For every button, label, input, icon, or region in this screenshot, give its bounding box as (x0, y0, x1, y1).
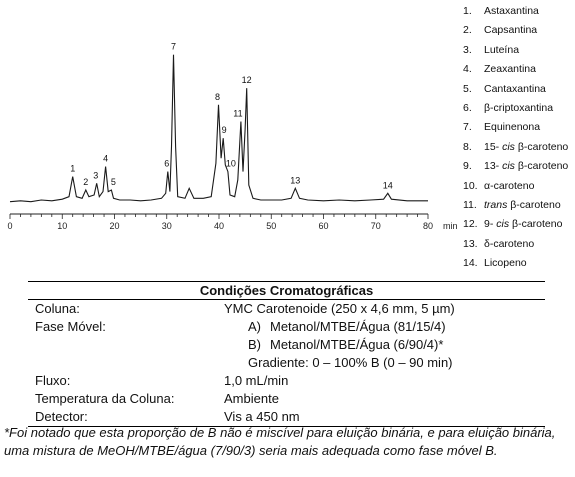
legend-item (463, 41, 568, 60)
legend-item (463, 177, 568, 196)
legend-number: 6. (463, 102, 472, 115)
legend-item (463, 80, 568, 99)
legend-number: 1. (463, 5, 472, 17)
legend-text: Equinenona (484, 121, 541, 134)
legend-text: α-caroteno (484, 179, 535, 192)
legend-text: 13- (484, 160, 503, 173)
legend-text: Zeaxantina (484, 63, 536, 76)
legend-item (463, 235, 568, 254)
coluna-label: Coluna: (35, 301, 80, 316)
legend-number: 5. (463, 82, 472, 95)
legend-text: 15- (484, 140, 503, 153)
legend-text: β-criptoxantina (484, 102, 554, 115)
legend-text: β-caroteno (514, 160, 569, 173)
legend-number: 11. (463, 199, 477, 212)
legend-number: 12. (463, 218, 478, 231)
legend-text: β-caroteno (507, 199, 561, 212)
legend-number: 7. (463, 121, 472, 134)
legend-number: 3. (463, 43, 472, 56)
legend-item (463, 157, 568, 176)
legend-number: 13. (463, 237, 478, 250)
peak-label: 3 (93, 170, 99, 181)
legend-text: trans (484, 199, 508, 212)
legend-item (463, 2, 568, 21)
conditions-table (28, 281, 545, 427)
peak-label: 10 (225, 158, 236, 169)
peak-label: 1 (70, 163, 76, 174)
conditions-title: Condições Cromatográficas (28, 281, 545, 300)
peak-label: 9 (221, 125, 227, 136)
legend-text: Astaxantina (484, 5, 539, 17)
peak-label: 4 (103, 153, 109, 164)
fase-a-value: Metanol/MTBE/Água (81/15/4) (270, 319, 446, 334)
peak-label: 7 (171, 41, 177, 52)
peak-label: 5 (110, 176, 116, 187)
legend-number: 4. (463, 63, 472, 76)
x-tick-label: 80 (422, 221, 434, 231)
row-fase-b (28, 336, 545, 354)
fase-a (248, 318, 446, 336)
fase-b-value: Metanol/MTBE/Água (6/90/4)* (270, 337, 444, 352)
x-axis (7, 214, 457, 231)
legend-item (463, 60, 568, 79)
x-axis-label: min (443, 221, 458, 231)
temp-label: Temperatura da Coluna: (35, 391, 175, 406)
fase-a-letter: A) (248, 319, 261, 334)
legend-text: Licopeno (484, 257, 527, 270)
row-temperatura (28, 390, 545, 408)
x-tick-label: 30 (161, 221, 172, 231)
legend-text: cis (502, 140, 515, 153)
temp-value: Ambiente (224, 391, 279, 406)
peak-label: 14 (382, 180, 393, 191)
chromatogram-trace (10, 55, 428, 202)
compound-legend (463, 2, 568, 274)
fluxo-label: Fluxo: (35, 373, 71, 388)
detector-label: Detector: (35, 409, 88, 424)
fluxo-value: 1,0 mL/min (224, 373, 289, 388)
row-fluxo (28, 372, 545, 390)
legend-number: 9. (463, 160, 472, 173)
x-tick-label: 70 (370, 221, 381, 231)
legend-text: cis (496, 218, 510, 231)
x-tick-label: 10 (57, 221, 68, 231)
peak-label: 2 (83, 176, 89, 187)
row-coluna (28, 300, 545, 318)
peak-label: 12 (241, 75, 252, 86)
coluna-value: YMC Carotenoide (250 x 4,6 mm, 5 µm) (224, 301, 455, 316)
legend-text: 9- (484, 218, 497, 231)
peak-label: 6 (164, 158, 170, 169)
peak-label: 13 (290, 175, 301, 186)
legend-item (463, 215, 568, 234)
x-tick-label: 50 (266, 221, 277, 231)
legend-text: Luteína (484, 43, 520, 56)
legend-text: β-caroteno (509, 218, 563, 231)
legend-item (463, 138, 568, 157)
row-gradiente (28, 354, 545, 372)
legend-number: 2. (463, 24, 472, 37)
legend-number: 14. (463, 257, 478, 270)
legend-text: δ-caroteno (484, 237, 535, 250)
legend-item (463, 99, 568, 118)
legend-text: Capsantina (484, 24, 538, 37)
x-tick-label: 0 (7, 221, 13, 231)
peak-labels (70, 42, 393, 191)
legend-item (463, 21, 568, 40)
x-tick-label: 40 (213, 221, 225, 231)
legend-number: 10. (463, 179, 478, 192)
footnote: *Foi notado que esta proporção de B não é miscível para eluição binária, e para eluição binária, uma mistura de MeOH/MTBE/água (7/90/3) seria mais adequada como fase móvel B. (4, 425, 556, 458)
legend-number: 8. (463, 140, 472, 153)
legend-item (463, 254, 568, 273)
fase-b (248, 336, 443, 354)
detector-value: Vis a 450 nm (224, 409, 300, 424)
gradiente-value: Gradiente: 0 – 100% B (0 – 90 min) (248, 355, 453, 370)
legend-text: cis (502, 160, 515, 173)
fase-b-letter: B) (248, 337, 261, 352)
chromatogram (0, 0, 460, 240)
peak-label: 8 (214, 91, 220, 102)
legend-text: Cantaxantina (484, 82, 546, 95)
x-tick-label: 60 (318, 221, 329, 231)
legend-item (463, 196, 568, 215)
peak-label: 11 (233, 108, 243, 119)
fase-label: Fase Móvel: (35, 319, 106, 334)
legend-item (463, 118, 568, 137)
x-tick-label: 20 (109, 221, 120, 231)
legend-text: β-caroteno (514, 140, 569, 153)
row-fase-a (28, 318, 545, 336)
